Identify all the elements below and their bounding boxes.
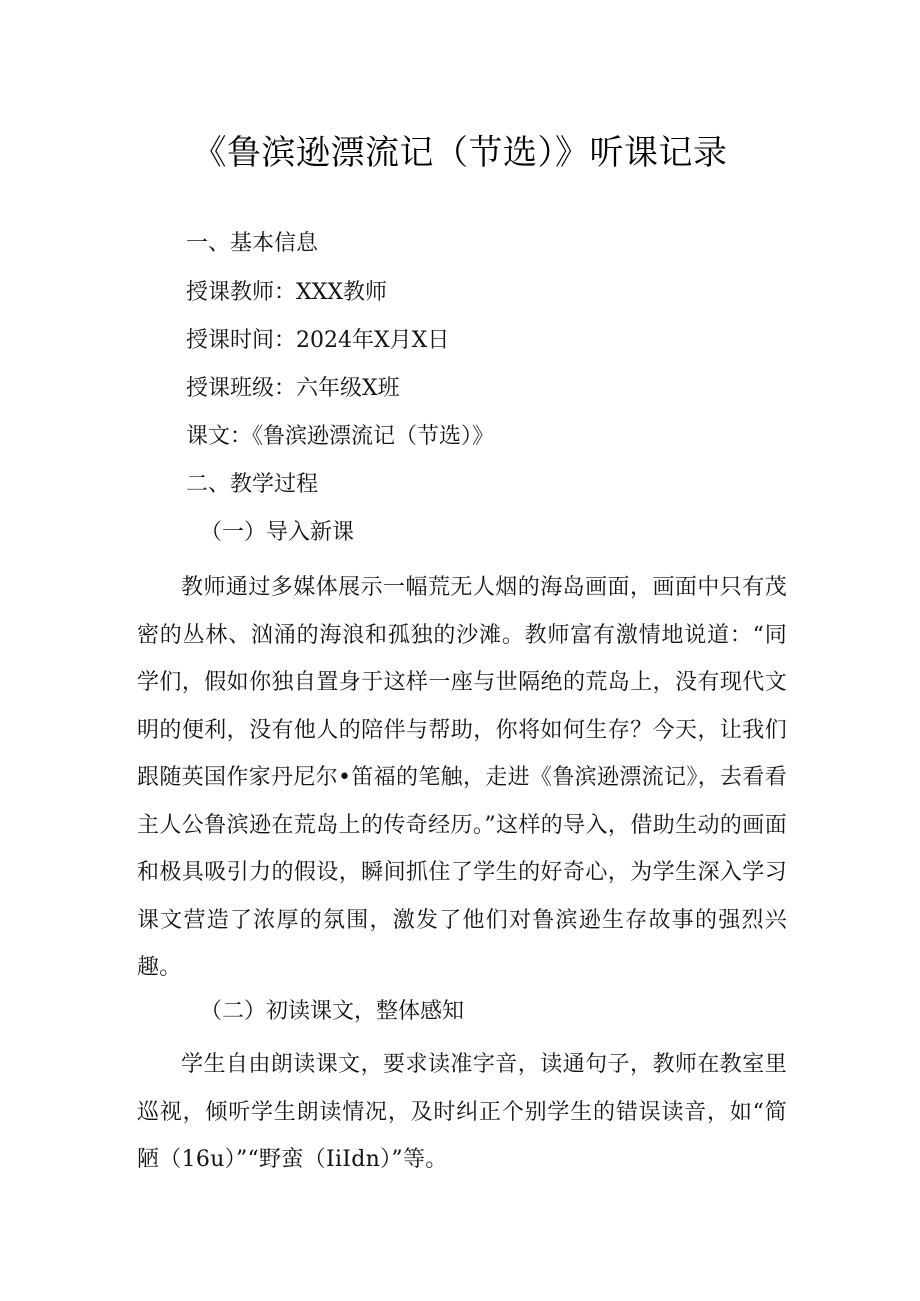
paragraph-intro: 教师通过多媒体展示一幅荒无人烟的海岛画面，画面中只有茂密的丛林、汹涌的海浪和孤独的沙滩。教师富有激情地说道：“同学们，假如你独自置身于这样一座与世隔绝的荒岛上，没有现代文明的便利，没有他人的陪伴与帮助，你将如何生存？今天，让我们跟随英国作家丹尼尔•笛福的笔触，走进《鲁滨逊漂流记》，去看看主人公鲁滨逊在荒岛上的传奇经历。”这样的导入，借助生动的画面和极具吸引力的假设，瞬间抓住了学生的好奇心，为学生深入学习课文营造了浓厚的氛围，激发了他们对鲁滨逊生存故事的强烈兴趣。: [137, 575, 787, 980]
info-text: 课文：《鲁滨逊漂流记（节选）》: [186, 424, 495, 449]
info-time: 授课时间：2024年X月X日: [186, 328, 450, 353]
info-class: 授课班级：六年级X班: [186, 376, 400, 401]
info-teacher: 授课教师：XXX教师: [186, 280, 387, 305]
subsection-heading-first-reading: （二）初读课文，整体感知: [200, 999, 465, 1024]
section-heading-basic-info: 一、基本信息: [186, 231, 319, 256]
document-title: 《鲁滨逊漂流记（节选）》听课记录: [192, 133, 728, 173]
paragraph-first-reading: 学生自由朗读课文，要求读准字音，读通句子，教师在教室里巡视，倾听学生朗读情况，及时纠正个别学生的错误读音，如“简陋（16u）”“野蛮（IiIdn）”等。: [137, 1052, 787, 1172]
section-heading-teaching-process: 二、教学过程: [186, 472, 319, 497]
subsection-heading-intro: （一）导入新课: [200, 520, 355, 545]
